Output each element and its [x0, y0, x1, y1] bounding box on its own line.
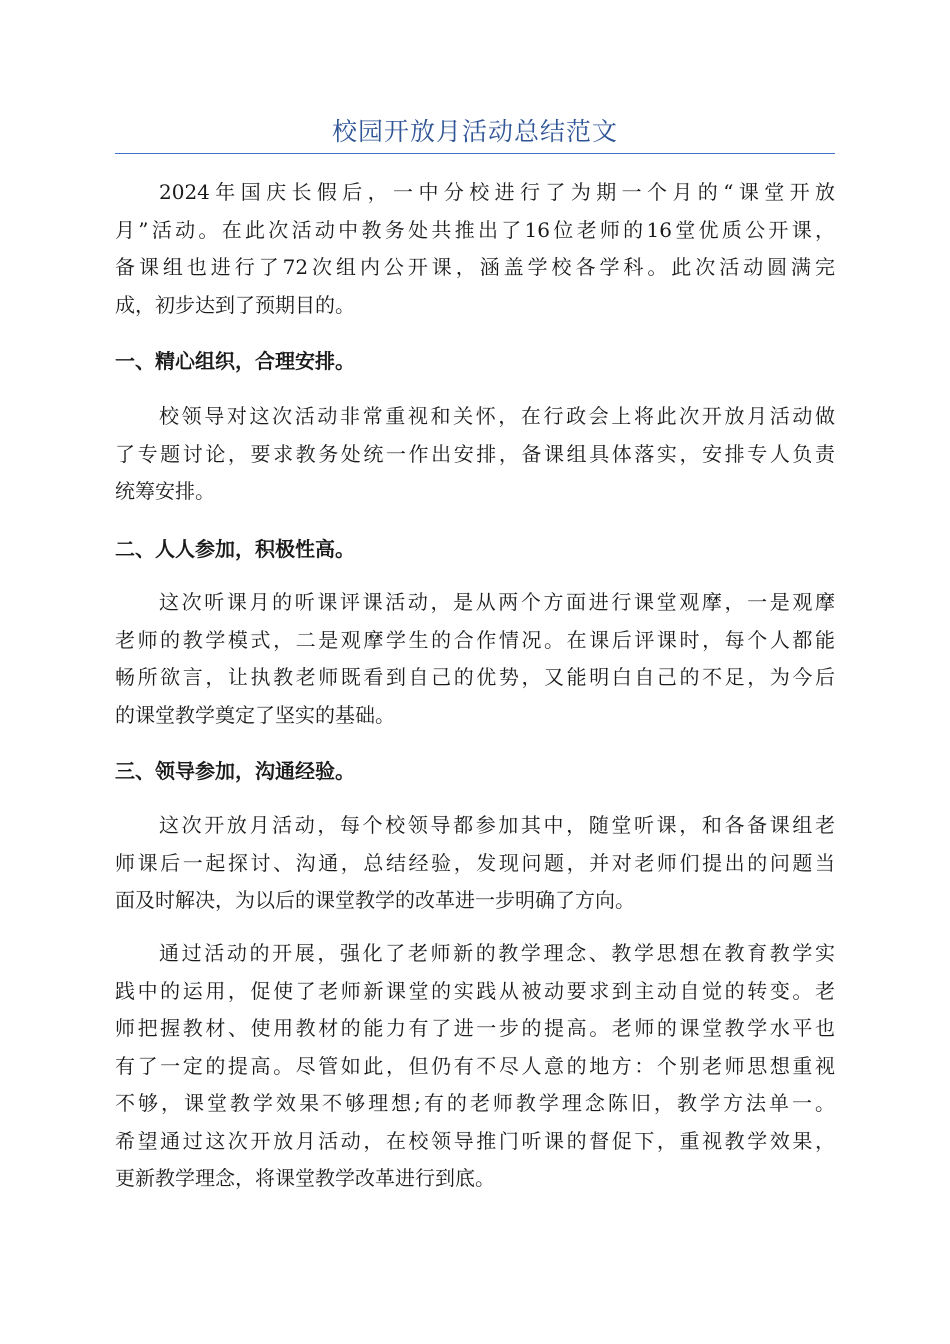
section-3-paragraph — [115, 807, 835, 920]
paragraph-line: 师把握教材、使用教材的能力有了进一步的提高。老师的课堂教学水平也 — [115, 1016, 835, 1040]
paragraph-line: 更新教学理念，将课堂教学改革进行到底。 — [115, 1166, 495, 1190]
paragraph-line: 月”活动。在此次活动中教务处共推出了16位老师的16堂优质公开课， — [115, 217, 835, 242]
paragraph-line: 备课组也进行了72次组内公开课，涵盖学校各学科。此次活动圆满完 — [115, 255, 835, 279]
paragraph-line: 统筹安排。 — [115, 479, 215, 503]
paragraph-line: 校领导对这次活动非常重视和关怀，在行政会上将此次开放月活动做 — [159, 404, 835, 428]
paragraph-line: 通过活动的开展，强化了老师新的教学理念、教学思想在教育教学实 — [159, 941, 835, 965]
paragraph-line: 希望通过这次开放月活动，在校领导推门听课的督促下，重视教学效果， — [115, 1128, 835, 1153]
paragraph-line: 面及时解决，为以后的课堂教学的改革进一步明确了方向。 — [115, 888, 635, 912]
section-heading-1: 一、精心组织，合理安排。 — [115, 349, 355, 373]
intro-paragraph — [115, 174, 835, 324]
paragraph-line: 老师的教学模式，二是观摩学生的合作情况。在课后评课时，每个人都能 — [115, 627, 835, 652]
section-heading-2: 二、人人参加，积极性高。 — [115, 537, 355, 561]
paragraph-line: 师课后一起探讨、沟通，总结经验，发现问题，并对老师们提出的问题当 — [115, 850, 835, 875]
paragraph-line: 不够，课堂教学效果不够理想;有的老师教学理念陈旧，教学方法单一。 — [115, 1091, 835, 1115]
section-1-paragraph — [115, 398, 835, 511]
paragraph-line: 这次开放月活动，每个校领导都参加其中，随堂听课，和各备课组老 — [159, 813, 835, 837]
paragraph-line: 2024年国庆长假后，一中分校进行了为期一个月的“课堂开放 — [159, 180, 835, 204]
paragraph-line: 成，初步达到了预期目的。 — [115, 292, 355, 317]
paragraph-line: 有了一定的提高。尽管如此，但仍有不尽人意的地方：个别老师思想重视 — [115, 1053, 835, 1078]
title-underline — [115, 153, 835, 154]
conclusion-paragraph — [115, 935, 835, 1198]
section-2-paragraph — [115, 584, 835, 734]
paragraph-line: 的课堂教学奠定了坚实的基础。 — [115, 702, 395, 727]
section-heading-3: 三、领导参加，沟通经验。 — [115, 759, 355, 783]
paragraph-line: 践中的运用，促使了老师新课堂的实践从被动要求到主动自觉的转变。老 — [115, 978, 835, 1003]
paragraph-line: 这次听课月的听课评课活动，是从两个方面进行课堂观摩，一是观摩 — [159, 590, 835, 614]
document-title: 校园开放月活动总结范文 — [331, 117, 618, 146]
paragraph-line: 畅所欲言，让执教老师既看到自己的优势，又能明白自己的不足，为今后 — [115, 665, 835, 689]
paragraph-line: 了专题讨论，要求教务处统一作出安排，备课组具体落实，安排专人负责 — [115, 441, 835, 466]
